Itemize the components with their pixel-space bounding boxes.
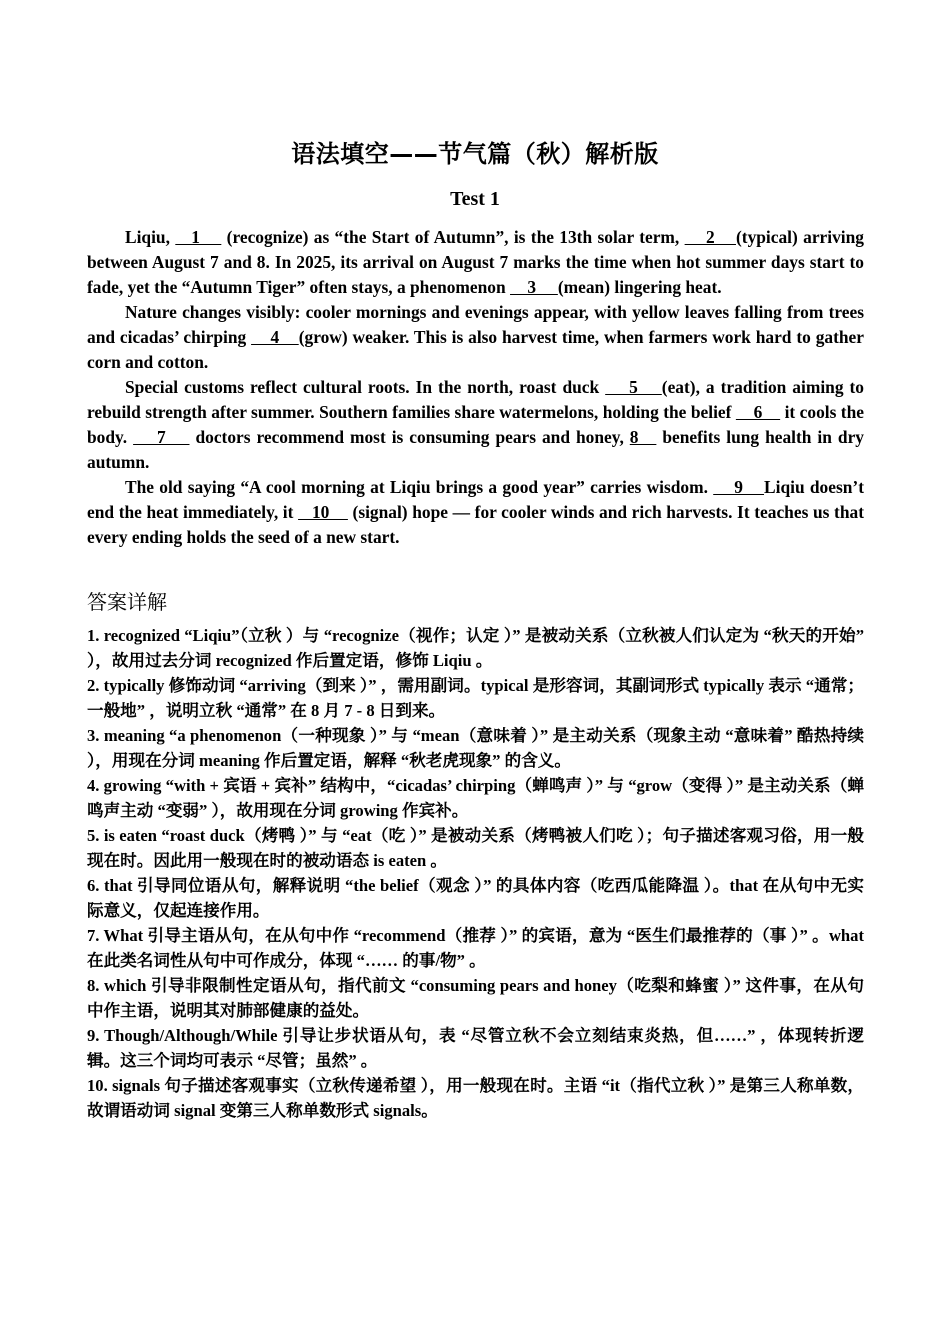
passage-text: (signal) hope — for cooler winds and rich harvests. It teaches us that every ending holds the seed of a new start. xyxy=(87,502,864,547)
blank-1: 1 xyxy=(175,227,222,247)
passage-text: benefits lung health in dry autumn. xyxy=(87,427,864,472)
blank-4: 4 xyxy=(251,327,299,347)
passage-text: it cools the body. xyxy=(87,402,864,447)
blank-3: 3 xyxy=(510,277,558,297)
test-subtitle: Test 1 xyxy=(450,188,500,210)
blank-7: 7 xyxy=(133,427,190,447)
blank-6: 6 xyxy=(735,402,781,422)
answer-item-7: 7. What 引导主语从句，在从句中作 “recommend（推荐 ）” 的宾语，意为 “医生们最推荐的（事 ）” 。what 在此类名词性从句中可作成分，体现 “…… 的事/物” 。 xyxy=(87,926,864,970)
passage-paragraph-2 xyxy=(87,300,864,375)
answer-item-9: 9. Though/Although/While 引导让步状语从句，表 “尽管立秋不会立刻结束炎热，但……” ，体现转折逻辑。这三个词均可表示 “尽管；虽然” 。 xyxy=(87,1026,864,1070)
passage-paragraph-4 xyxy=(87,475,864,550)
passage-text: (grow) weaker. This is also harvest time, when farmers work hard to gather corn and cotton. xyxy=(87,327,864,372)
answer-item-4: 4. growing “with + 宾语 + 宾补” 结构中，“cicadas’ chirping（蝉鸣声 ）” 与 “grow（变得 ）” 是主动关系（蝉鸣声主动 “变弱” ），故用现在分词 growing 作宾补。 xyxy=(87,776,864,820)
passage-text: Liqiu, xyxy=(125,227,176,247)
blank-9: 9 xyxy=(713,477,765,497)
blank-2: 2 xyxy=(684,227,736,247)
passage-text: Special customs reflect cultural roots. In the north, roast duck xyxy=(125,377,606,397)
answer-item-8: 8. which 引导非限制性定语从句，指代前文 “consuming pears and honey（吃梨和蜂蜜 ）” 这件事，在从句中作主语，说明其对肺部健康的益处。 xyxy=(87,976,864,1020)
answer-item-6: 6. that 引导同位语从句，解释说明 “the belief（观念 ）” 的具体内容（吃西瓜能降温 ）。that 在从句中无实际意义，仅起连接作用。 xyxy=(87,876,864,920)
passage-text: (recognize) as “the Start of Autumn”, is the 13th solar term, xyxy=(221,227,685,247)
passage-paragraph-3 xyxy=(87,375,864,475)
answer-list xyxy=(87,623,864,1123)
passage-text: (eat), a tradition aiming to rebuild strength after summer. Southern families share watermelons, holding the belief xyxy=(87,377,864,422)
answer-item-2: 2. typically 修饰动词 “arriving（到来 ）” ，需用副词。typical 是形容词，其副词形式 typically 表示 “通常；一般地” ，说明立秋 “通常” 在 8 月 7 - 8 日到来。 xyxy=(87,676,864,720)
answer-item-3: 3. meaning “a phenomenon（一种现象 ）” 与 “mean（意味着 ）” 是主动关系（现象主动 “意味着” 酷热持续 ），用现在分词 meaning 作后置定语，解释 “秋老虎现象” 的含义。 xyxy=(87,726,864,770)
blank-5: 5 xyxy=(605,377,662,397)
answer-item-5: 5. is eaten “roast duck（烤鸭 ）” 与 “eat（吃 ）” 是被动关系（烤鸭被人们吃 ）；句子描述客观习俗，用一般现在时。因此用一般现在时的被动语态 is eaten 。 xyxy=(87,826,864,870)
blank-10: 10 xyxy=(298,502,348,522)
cloze-passage xyxy=(87,225,864,550)
passage-text: (typical) arriving between August 7 and 8. In 2025, its arrival on August 7 marks the time when hot summer days start to fade, yet the “Autumn Tiger” often stays, a phenomenon xyxy=(87,227,864,297)
answers-heading: 答案详解 xyxy=(87,590,167,614)
passage-text: Liqiu doesn’t end the heat immediately, it xyxy=(87,477,864,522)
passage-text: (mean) lingering heat. xyxy=(557,277,722,297)
passage-text: Nature changes visibly: cooler mornings and evenings appear, with yellow leaves falling from trees and cicadas’ chirping xyxy=(87,302,864,347)
answer-item-1: 1. recognized “Liqiu”（立秋 ）与 “recognize（视作；认定 ）” 是被动关系（立秋被人们认定为 “秋天的开始” ），故用过去分词 recognized 作后置定语，修饰 Liqiu 。 xyxy=(87,626,864,670)
passage-paragraph-1 xyxy=(87,225,864,300)
blank-8: 8 xyxy=(629,427,657,447)
passage-text: The old saying “A cool morning at Liqiu brings a good year” carries wisdom. xyxy=(125,477,714,497)
passage-text: doctors recommend most is consuming pears and honey, xyxy=(189,427,630,447)
answer-item-10: 10. signals 句子描述客观事实（立秋传递希望 ），用一般现在时。主语 “it（指代立秋 ）” 是第三人称单数，故谓语动词 signal 变第三人称单数形式 signals。 xyxy=(87,1076,864,1120)
page-title: 语法填空——节气篇（秋）解析版 xyxy=(291,140,659,168)
